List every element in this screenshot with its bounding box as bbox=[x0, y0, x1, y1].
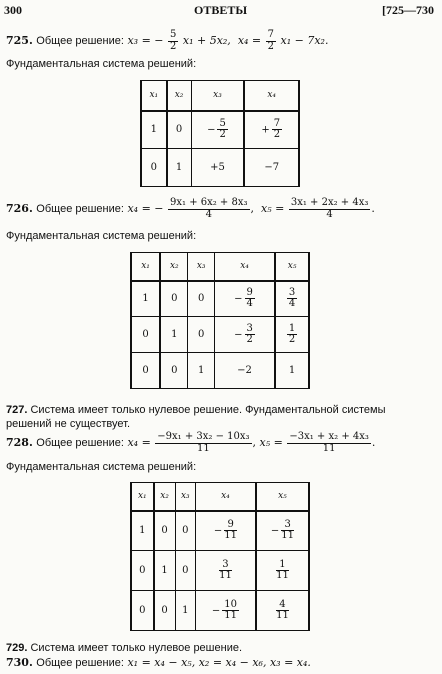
table-cell: 0 bbox=[141, 149, 167, 187]
problem-number: 727. bbox=[6, 404, 28, 416]
table-cell bbox=[256, 551, 309, 591]
table-cell: −7 bbox=[244, 149, 299, 187]
page-header-title: ОТВЕТЫ bbox=[194, 3, 248, 17]
fraction: $\frac{3}{11}$ bbox=[281, 518, 295, 542]
fraction: $\frac{9}{4}$ bbox=[246, 286, 253, 310]
fraction: $\frac{10}{11}$ bbox=[224, 598, 238, 621]
table-header-cell: x₃ bbox=[188, 253, 214, 281]
table-header-cell: x₂ bbox=[167, 81, 191, 111]
table-cell: 1 bbox=[167, 149, 191, 187]
table-row bbox=[131, 317, 309, 353]
table-cell: 1 bbox=[175, 591, 195, 631]
table-cell: 0 bbox=[175, 511, 195, 551]
fund-system-table-726 bbox=[130, 252, 310, 389]
table-cell: − $\frac{3}{11}$ bbox=[256, 511, 309, 551]
fraction: $\frac{\text{9x₁ + 6x₂ + 8x₃}}{4}$ bbox=[170, 197, 248, 220]
table-cell: − $\frac{9}{4}$ bbox=[214, 281, 275, 317]
table-header-cell: x₄ bbox=[196, 483, 256, 511]
table-cell bbox=[275, 317, 309, 353]
problem-number: 730. bbox=[6, 656, 33, 669]
table-header-cell: x₂ bbox=[160, 253, 188, 281]
problem-726-solution: 726. Общее решение: x₄ = − $\frac{\text{9x₁ + 6x₂ + 8x₃}}{4}$ , x₅ = $\frac{\text{3x₁ + 2x₂ + 4x₃}}{4}$ . bbox=[6, 197, 375, 220]
table-header-cell: x₂ bbox=[154, 483, 176, 511]
table-cell: 0 bbox=[154, 591, 176, 631]
table-cell: −2 bbox=[214, 353, 275, 389]
fraction: $\frac{4}{11}$ bbox=[276, 598, 289, 621]
table-cell: − $\frac{9}{11}$ bbox=[196, 511, 256, 551]
problem-727-text-cont: решений не существует. bbox=[6, 418, 131, 430]
table-row bbox=[141, 111, 299, 149]
fraction: $\frac{7}{2}$ bbox=[273, 117, 281, 141]
table-header-cell: x₁ bbox=[141, 81, 167, 111]
fraction: $\frac{1}{2}$ bbox=[288, 322, 296, 345]
problem-727-text: 727. Система имеет только нулевое решение. Фундаментальной системы bbox=[6, 404, 386, 416]
table-cell: 0 bbox=[188, 317, 214, 353]
fund-system-heading: Фундаментальная система решений: bbox=[6, 461, 197, 473]
table-row bbox=[131, 511, 309, 551]
table-cell: 1 bbox=[131, 511, 154, 551]
fund-system-heading: Фундаментальная система решений: bbox=[6, 58, 197, 70]
table-cell: 1 bbox=[188, 353, 214, 389]
problem-728-solution: 728. Общее решение: x₄ = $\frac{\text{−9x₁ + 3x₂ − 10x₃}}{11}$ , x₅ = $\frac{\text{−3x₁ + x₂ + 4x₃}}{11}$ . bbox=[6, 431, 376, 454]
fund-system-heading: Фундаментальная система решений: bbox=[6, 230, 197, 242]
fraction: $\frac{5}{2}$ bbox=[219, 117, 226, 141]
table-row bbox=[131, 551, 309, 591]
problem-725-solution: 725. Общее решение: x₃ = − $\frac{5}{2}$ x₁ + 5x₂, x₄ = $\frac{7}{2}$ x₁ − 7x₂. bbox=[6, 29, 329, 52]
table-cell bbox=[256, 591, 309, 631]
table-row bbox=[131, 591, 309, 631]
fraction: $\frac{3}{4}$ bbox=[288, 286, 296, 310]
table-header-cell: x₄ bbox=[244, 81, 299, 111]
table-cell: 0 bbox=[160, 281, 188, 317]
table-row bbox=[141, 149, 299, 187]
table-cell: 0 bbox=[160, 353, 188, 389]
table-cell: 1 bbox=[141, 111, 167, 149]
table-cell: 0 bbox=[175, 551, 195, 591]
table-cell: + $\frac{7}{2}$ bbox=[244, 111, 299, 149]
table-header-cell: x₅ bbox=[275, 253, 309, 281]
fraction: $\frac{\text{3x₁ + 2x₂ + 4x₃}}{4}$ bbox=[290, 197, 369, 220]
table-cell: 1 bbox=[131, 281, 160, 317]
table-row bbox=[131, 281, 309, 317]
table-cell: 1 bbox=[275, 353, 309, 389]
table-cell bbox=[275, 281, 309, 317]
table-header-cell: x₄ bbox=[214, 253, 275, 281]
table-cell: +5 bbox=[191, 149, 244, 187]
table-row bbox=[131, 353, 309, 389]
table-cell: − $\frac{5}{2}$ bbox=[191, 111, 244, 149]
table-cell: 0 bbox=[131, 353, 160, 389]
table-header-cell: x₅ bbox=[256, 483, 309, 511]
table-cell: 0 bbox=[167, 111, 191, 149]
table-header-cell: x₃ bbox=[191, 81, 244, 111]
fraction: $\frac{1}{11}$ bbox=[276, 558, 289, 581]
table-cell: 0 bbox=[131, 591, 154, 631]
page-header-range: [725—730 bbox=[382, 3, 434, 17]
table-cell: 0 bbox=[131, 317, 160, 353]
table-cell: 0 bbox=[154, 511, 176, 551]
problem-730-solution: 730. Общее решение: x₁ = x₄ − x₅, x₂ = x₄ − x₆, x₃ = x₄. bbox=[6, 656, 311, 669]
table-cell: 1 bbox=[154, 551, 176, 591]
page-number: 300 bbox=[4, 3, 22, 17]
table-header-cell: x₁ bbox=[131, 483, 154, 511]
table-cell: − $\frac{10}{11}$ bbox=[196, 591, 256, 631]
fraction: $\frac{9}{11}$ bbox=[224, 518, 238, 542]
problem-729-text: 729. Система имеет только нулевое решение. bbox=[6, 642, 243, 654]
fraction: $\frac{3}{2}$ bbox=[246, 322, 253, 345]
table-cell: 1 bbox=[160, 317, 188, 353]
fraction: $\frac{\text{−9x₁ + 3x₂ − 10x₃}}{11}$ bbox=[157, 431, 250, 454]
problem-number: 725. bbox=[6, 34, 33, 47]
fraction: $\frac{\text{−3x₁ + x₂ + 4x₃}}{11}$ bbox=[289, 431, 369, 454]
fraction: $\frac{3}{11}$ bbox=[219, 558, 232, 581]
fraction: $\frac{7}{2}$ bbox=[267, 29, 275, 52]
table-cell bbox=[196, 551, 256, 591]
table-cell: − $\frac{3}{2}$ bbox=[214, 317, 275, 353]
fund-system-table-728 bbox=[130, 482, 310, 631]
table-cell: 0 bbox=[131, 551, 154, 591]
table-header-cell: x₃ bbox=[175, 483, 195, 511]
problem-number: 726. bbox=[6, 202, 33, 215]
table-header-cell: x₁ bbox=[131, 253, 160, 281]
fraction: $\frac{5}{2}$ bbox=[170, 29, 177, 52]
problem-number: 729. bbox=[6, 642, 28, 654]
problem-number: 728. bbox=[6, 436, 33, 449]
fund-system-table-725 bbox=[140, 80, 300, 187]
table-cell: 0 bbox=[188, 281, 214, 317]
